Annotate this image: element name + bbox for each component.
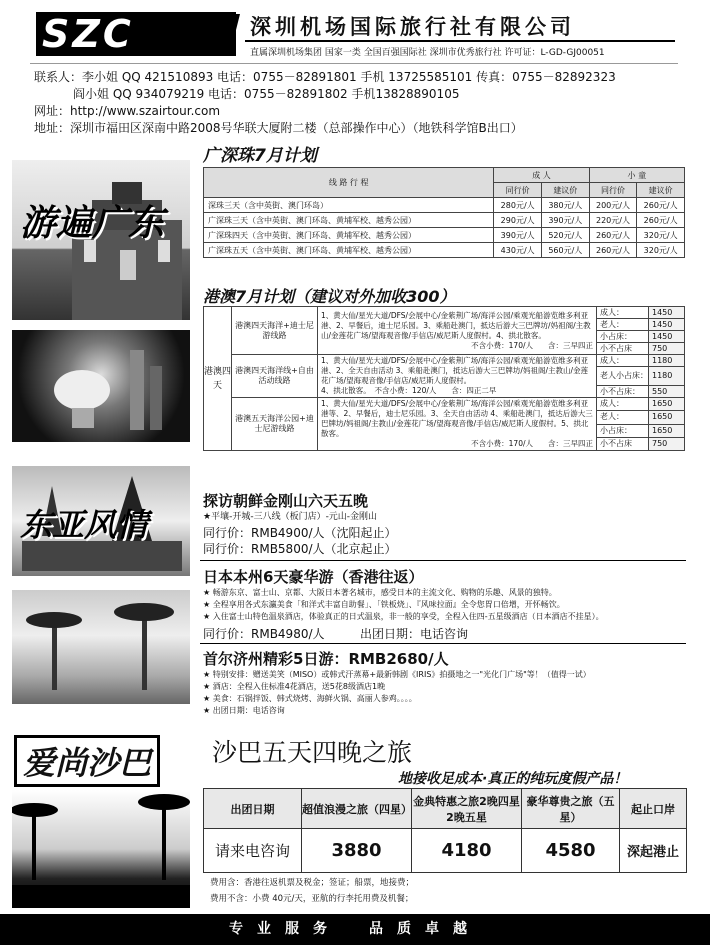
contact-divider [30, 63, 678, 64]
korea-route: ★平壤-开城-三八线（板门店）-元山-金刚山 [203, 512, 378, 522]
seoul-tour-title: 首尔济州精彩5日游：RMB2680/人 [203, 650, 449, 668]
company-logo: SZC [36, 12, 236, 56]
th-route: 线 路 行 程 [204, 168, 494, 198]
table-row: 广深珠五天（含中英街、澳门环岛、黄埔军校、越秀公园） 430元/人 560元/人 260元/人 320元/人 [204, 243, 685, 258]
sabah-slogan: 地接收足成本·真正的纯玩度假产品！ [398, 771, 628, 787]
hk-macau-plan-title: 港澳7月计划（建议对外加收300） [203, 287, 456, 306]
th-adult: 成 人 [494, 168, 589, 183]
th-child-suggest: 建议价 [637, 183, 685, 198]
logo-slash-mark [216, 14, 240, 54]
header-divider [245, 40, 675, 42]
hk-macau-table: 港澳四天 港澳四天海洋+迪士尼游线路 1、黄大仙/星光大道/DFS/会展中心/金紫荆广场/海洋公园/乘观光船游览维多利亚港、2、早餐后，迪士尼乐园。3、乘船赴澳门，抵达后游大三巴牌坊/妈祖阁/主教山/金莲花广场/望海观音像/手信店/威尼斯人度假村。4、拱北散客。 不含小费：170/人 含：三早四正 成人： 1450 老人： 1450 小占床： 1450 小不占床 750 港澳四天海洋线+自由活动线路 1、黄大仙/星光大道/DFS/会展中心/金紫荆广场/海洋公园/乘观光船游览维多利亚港、2、全天自由活动 3、乘船赴澳门，抵达后游大三巴牌坊/妈祖阁/主教山/金莲花广场/望海观音像/手信店/威尼斯人度假村。 4、拱北散客。 不含小费：120/人 含：四正二早 成人： 1180 老人小占床： 1180 小不占床： 550 港澳五天海洋公园+迪士尼游线路 1、黄大仙/星光大道/DFS/会展中心/金紫荆广场/海洋公园/乘观光船游览维多利亚港等、2、早餐后，迪士尼乐园。3、全天自由活动 4、乘船赴澳门，抵达后游大三巴牌坊/妈祖阁/主教山/金莲花广场/望海观音像/手信店/威尼斯人度假村。5、拱北散客。 不含小费：170/人 含：三早四正 成人： 1650 老人： 1650 小占床： 1650 小不占床 750 [203, 306, 685, 451]
contact-line-2: 阎小姐 QQ 934079219 电话：0755－82891802 手机13828890105 [73, 87, 460, 101]
guangdong-price-table [203, 167, 685, 258]
seoul-note-2: ★ 酒店：全程入住标准4花酒店，送5花8级酒店1晚 [203, 682, 386, 691]
sabah-fee-excluded: 费用不含：小费 40元/天，亚航的行李托用费及机餐； [210, 894, 414, 904]
table-row: 港澳四天 港澳四天海洋+迪士尼游线路 1、黄大仙/星光大道/DFS/会展中心/金紫荆广场/海洋公园/乘观光船游览维多利亚港、2、早餐后，迪士尼乐园。3、乘船赴澳门，抵达后游大三巴牌坊/妈祖阁/主教山/金莲花广场/望海观音像/手信店/威尼斯人度假村。4、拱北散客。 不含小费：170/人 含：三早四正 成人： 1450 [204, 307, 685, 319]
seoul-note-4: ★ 出团日期：电话咨询 [203, 706, 285, 715]
company-name: 深圳机场国际旅行社有限公司 [250, 15, 575, 39]
sabah-title: 沙巴五天四晚之旅 [212, 738, 413, 767]
th-adult-suggest: 建议价 [541, 183, 589, 198]
footer-slogan: 专业服务 品质卓越 [0, 914, 710, 945]
side-title-sabah: 爱尚沙巴 [14, 735, 160, 787]
address-line: 地址：深圳市福田区深南中路2008号华联大厦附二楼（总部操作中心）（地铁科学馆B出口） [34, 121, 523, 135]
company-subtitle: 直属深圳机场集团 国家一类 全国百强国际社 深圳市优秀旅行社 许可证：L-GD-GJ00051 [250, 48, 605, 58]
sabah-sunset-photo [12, 790, 190, 908]
table-row: 请来电咨询 3880 4180 4580 深起港止 [204, 829, 687, 873]
korea-tour-title: 探访朝鲜金刚山六天五晚 [203, 492, 369, 510]
beach-palm-photo [12, 590, 190, 704]
sabah-price-table: 出团日期 超值浪漫之旅（四星） 金典特惠之旅2晚四星2晚五星 豪华尊贵之旅（五星） 起止口岸 请来电咨询 3880 4180 4580 深起港止 [203, 788, 687, 873]
divider [200, 560, 686, 561]
korea-price-beijing: 同行价：RMB5800/人（北京起止） [203, 542, 397, 556]
th-child: 小 童 [589, 168, 684, 183]
side-title-east-asia: 东亚风情 [20, 506, 149, 544]
korea-price-shenyang: 同行价：RMB4900/人（沈阳起止） [203, 526, 397, 540]
side-label: 港澳四天 [204, 307, 232, 451]
japan-tour-title: 日本本州6天豪华游（香港往返） [203, 568, 424, 586]
japan-note-1: ★ 畅游东京、富士山、京都、大阪日本著名城市，感受日本的主流文化、购物的乐趣、风景的独特。 [203, 588, 557, 597]
website-line[interactable]: 网址：http://www.szairtour.com [34, 104, 221, 118]
contact-line-1: 联系人：李小姐 QQ 421510893 电话：0755－82891801 手机 13725585101 传真：0755－82892323 [34, 70, 616, 84]
divider [200, 643, 686, 644]
bauhinia-statue-icon [12, 330, 190, 442]
table-row: 港澳四天海洋线+自由活动线路 1、黄大仙/星光大道/DFS/会展中心/金紫荆广场/海洋公园/乘观光船游览维多利亚港、2、全天自由活动 3、乘船赴澳门，抵达后游大三巴牌坊/妈祖阁/主教山/金莲花广场/望海观音像/手信店/威尼斯人度假村。 4、拱北散客。 不含小费：120/人 含：四正二早 成人： 1180 [204, 355, 685, 367]
table-row: 深珠三天（含中英街、澳门环岛） 280元/人 380元/人 200元/人 260元/人 [204, 198, 685, 213]
japan-price: 同行价：RMB4980/人 [203, 627, 325, 641]
table-row: 广深珠四天（含中英街、澳门环岛、黄埔军校、越秀公园） 390元/人 520元/人 260元/人 320元/人 [204, 228, 685, 243]
sunset-palm-icon [12, 790, 190, 908]
table-row: 港澳五天海洋公园+迪士尼游线路 1、黄大仙/星光大道/DFS/会展中心/金紫荆广场/海洋公园/乘观光船游览维多利亚港等、2、早餐后，迪士尼乐园。3、全天自由活动 4、乘船赴澳门，抵达后游大三巴牌坊/妈祖阁/主教山/金莲花广场/望海观音像/手信店/威尼斯人度假村。5、拱北散客。 不含小费：170/人 含：三早四正 成人： 1650 [204, 398, 685, 411]
hk-night-photo [12, 330, 190, 442]
guangdong-plan-title: 广深珠7月计划 [203, 146, 317, 166]
japan-note-2: ★ 全程享用各式东瀛美食「和洋式丰富自助餐」、「铁板烧」、『风味拉面』全令您胃口倍增，开怀畅饮。 [203, 600, 565, 609]
side-title-guangdong: 游遍广东 [20, 202, 165, 244]
seoul-note-1: ★ 特别安排：赠送美笑（MISO）或韩式汗蒸幕+最新韩剧《IRIS》拍摄地之一"光化门广场"等！（值得一试） [203, 670, 591, 679]
table-row: 广深珠三天（含中英街、澳门环岛、黄埔军校、越秀公园） 290元/人 390元/人 220元/人 260元/人 [204, 213, 685, 228]
sabah-fee-included: 费用含：香港往返机票及税金；签证；船票，地接费； [210, 878, 415, 888]
th-adult-peer: 同行价 [494, 183, 542, 198]
th-child-peer: 同行价 [589, 183, 637, 198]
seoul-note-3: ★ 美食：石锅拌饭、韩式烧烤、海鲜火锅、高丽人参鸡。。。。 [203, 694, 417, 703]
japan-note-3: ★ 入住富士山特色温泉酒店，体验真正的日式温泉，非一般的享受，全程入住四-五星级酒店（日本酒店不挂星）。 [203, 612, 604, 621]
japan-date: 出团日期：电话咨询 [360, 627, 469, 641]
palm-tree-icon [12, 590, 190, 704]
